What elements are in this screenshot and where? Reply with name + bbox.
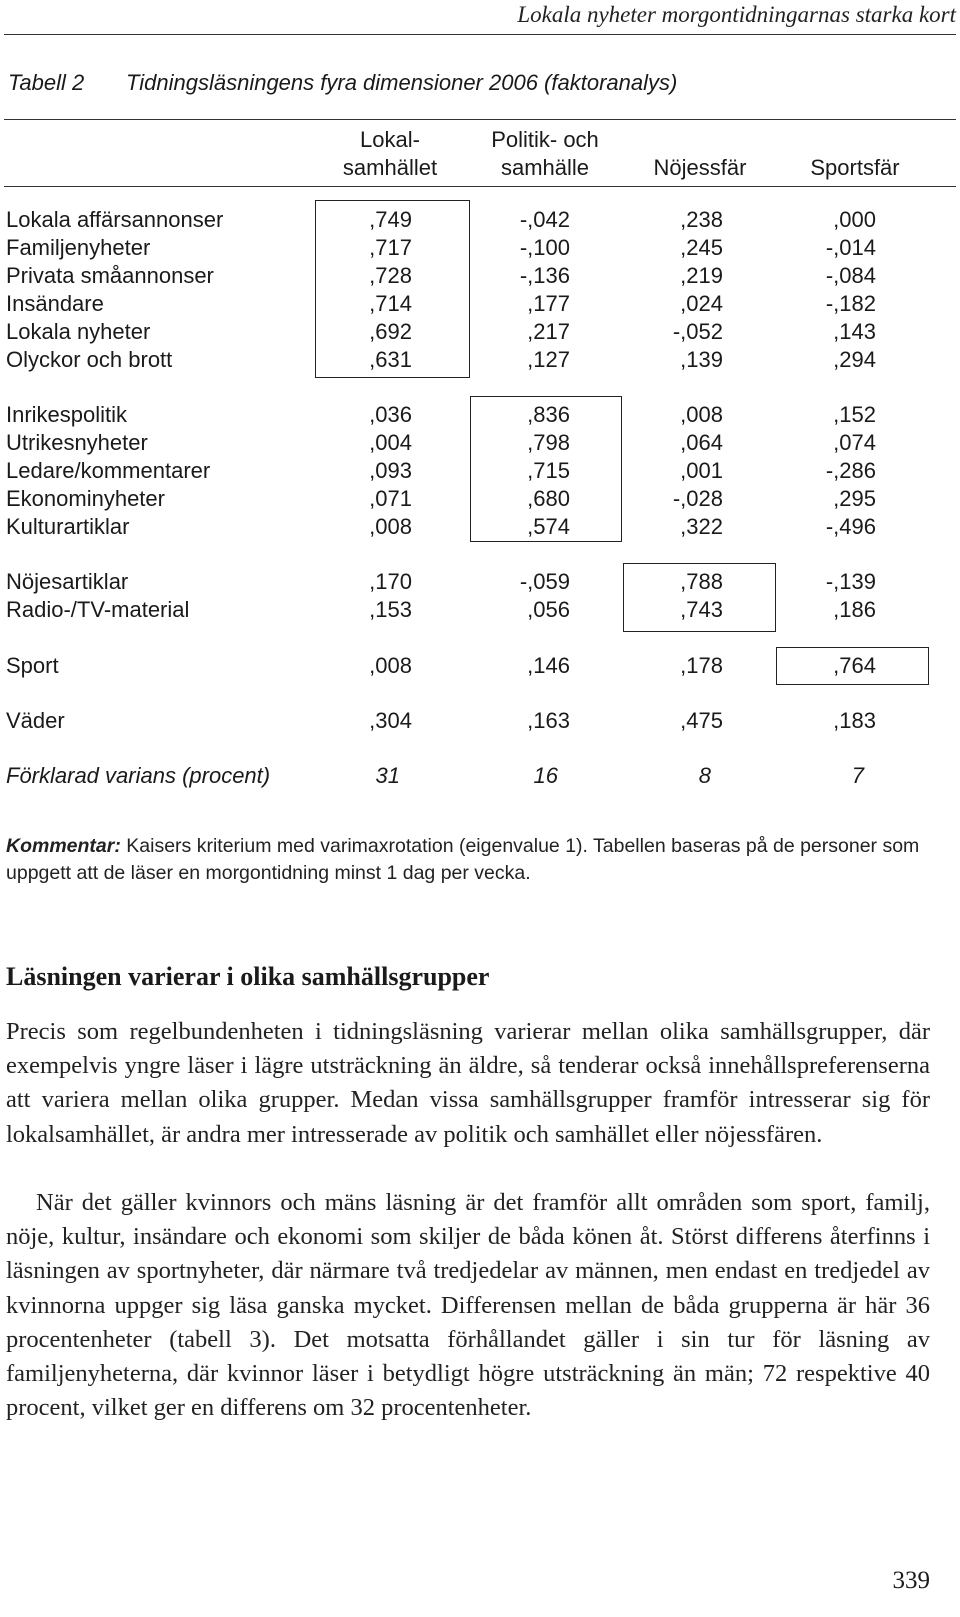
row-label: Förklarad varians (procent) xyxy=(6,763,271,788)
table-cell: ,152 xyxy=(833,402,876,427)
table-cell: ,245 xyxy=(680,235,723,260)
row-label: Utrikesnyheter xyxy=(6,430,148,455)
table-row xyxy=(0,485,960,513)
table-cell: -,136 xyxy=(519,263,570,288)
variance-value: 7 xyxy=(851,763,864,788)
column-header-nojessfar xyxy=(630,154,770,182)
table-cell: ,715 xyxy=(527,458,570,483)
table-cell: ,183 xyxy=(833,708,876,733)
body-paragraph: När det gäller kvinnors och mäns läsning är det framför allt områden som sport, familj, nöje, kultur, insändare och ekonomi som skiljer de båda könen åt. Störst differens återfinns i läsningen av sportnyheter, där närmare två tredjedelar av männen, men endast en tredjedel av kvinnorna uppger sig läsa ganska mycket. Differensen mellan de båda grupperna är här 36 procentenheter (tabell 3). Det motsatta förhållandet gäller i sin tur för läsning av familjenyheterna, där kvinnor läser i betydligt högre utsträckning än män; 72 respektive 40 procent, vilket ger en differens om 32 procentenheter. xyxy=(6,1189,930,1422)
table-cell: ,304 xyxy=(369,708,412,733)
table-cell: ,139 xyxy=(680,347,723,372)
table-cell: ,295 xyxy=(833,486,876,511)
row-label: Privata småannonser xyxy=(6,263,214,288)
variance-value: 31 xyxy=(375,763,400,788)
table-row xyxy=(0,429,960,457)
header-rule-bottom xyxy=(4,186,956,187)
table-row xyxy=(0,346,960,374)
table-cell: -,028 xyxy=(672,486,723,511)
table-cell: ,219 xyxy=(680,263,723,288)
table-cell: ,071 xyxy=(369,486,412,511)
body-paragraph: Precis som regelbundenheten i tidningsläsning varierar mellan olika samhällsgrupper, där exempelvis yngre läser i lägre utsträckning än äldre, så tenderar också innehållspreferenserna att variera mellan olika grupper. Medan vissa samhällsgrupper framför intresserar sig för lokalsamhället, är andra mer intresserade av politik och samhället eller nöjessfären. xyxy=(6,1018,930,1148)
variance-value: 8 xyxy=(698,763,711,788)
row-label: Nöjesartiklar xyxy=(6,569,129,594)
table-cell: ,008 xyxy=(369,514,412,539)
row-label: Väder xyxy=(6,708,65,733)
row-label: Lokala affärsannonser xyxy=(6,207,224,232)
table-row xyxy=(0,568,960,596)
table-cell: ,000 xyxy=(833,207,876,232)
comment-text: Kaisers kriterium med varimaxrotation (eigenvalue 1). Tabellen baseras på de personer som uppgett att de läser en morgontidning minst 1 dag per vecka. xyxy=(6,835,920,884)
table-cell: ,036 xyxy=(369,402,412,427)
row-label: Inrikespolitik xyxy=(6,402,128,427)
table-cell: -,084 xyxy=(825,263,876,288)
table-cell: ,008 xyxy=(680,402,723,427)
table-cell: ,064 xyxy=(680,430,723,455)
table-cell: ,004 xyxy=(369,430,412,455)
row-label: Ledare/kommentarer xyxy=(6,458,211,483)
comment-label: Kommentar: xyxy=(6,835,121,857)
table-row xyxy=(0,652,960,680)
table-row xyxy=(0,513,960,541)
table-row xyxy=(0,596,960,624)
table-cell: ,001 xyxy=(680,458,723,483)
table-cell: -,139 xyxy=(825,569,876,594)
table-cell: ,143 xyxy=(833,319,876,344)
table-cell: ,186 xyxy=(833,597,876,622)
table-cell: ,163 xyxy=(527,708,570,733)
table-caption: Tidningsläsningens fyra dimensioner 2006 (faktoranalys) xyxy=(126,70,678,95)
table-cell: ,217 xyxy=(527,319,570,344)
table-cell: ,056 xyxy=(527,597,570,622)
table-comment xyxy=(6,833,934,887)
page-number: 339 xyxy=(892,1567,930,1594)
variance-value: 16 xyxy=(533,763,558,788)
row-label: Sport xyxy=(6,653,59,678)
row-label: Insändare xyxy=(6,291,104,316)
table-cell: -,042 xyxy=(519,207,570,232)
table-cell: ,146 xyxy=(527,653,570,678)
table-cell: ,574 xyxy=(527,514,570,539)
table-cell: -,059 xyxy=(519,569,570,594)
table-cell: ,127 xyxy=(527,347,570,372)
table-cell: ,764 xyxy=(833,653,876,678)
table-cell: ,749 xyxy=(369,207,412,232)
table-label: Tabell 2 xyxy=(8,70,85,95)
table-cell: ,153 xyxy=(369,597,412,622)
row-label: Lokala nyheter xyxy=(6,319,151,344)
table-cell: ,074 xyxy=(833,430,876,455)
section-heading: Läsningen varierar i olika samhällsgrupper xyxy=(6,962,490,991)
table-cell: ,024 xyxy=(680,291,723,316)
row-label: Olyckor och brott xyxy=(6,347,173,372)
running-header: Lokala nyheter morgontidningarnas starka kort xyxy=(517,2,956,27)
column-header-line: samhälle xyxy=(500,155,590,180)
table-cell: -,014 xyxy=(825,235,876,260)
table-row xyxy=(0,457,960,485)
table-cell: ,631 xyxy=(369,347,412,372)
table-row xyxy=(0,401,960,429)
table-cell: ,177 xyxy=(527,291,570,316)
column-header-lokalsamhallet xyxy=(325,126,455,182)
table-cell: ,788 xyxy=(680,569,723,594)
table-row xyxy=(0,707,960,735)
column-header-line: Sportsfär xyxy=(810,155,900,180)
table-cell: -,052 xyxy=(672,319,723,344)
table-cell: ,170 xyxy=(369,569,412,594)
title-rule xyxy=(4,119,956,120)
table-cell: ,093 xyxy=(369,458,412,483)
column-header-line: samhället xyxy=(342,155,438,180)
table-row xyxy=(0,290,960,318)
column-header-line: Nöjessfär xyxy=(653,155,747,180)
table-cell: ,717 xyxy=(369,235,412,260)
table-cell: -,100 xyxy=(519,235,570,260)
table-cell: ,178 xyxy=(680,653,723,678)
table-cell: ,680 xyxy=(527,486,570,511)
column-header-line: Politik- och xyxy=(491,127,599,152)
table-row xyxy=(0,318,960,346)
table-cell: ,322 xyxy=(680,514,723,539)
table-cell: -,182 xyxy=(825,291,876,316)
table-cell: ,836 xyxy=(527,402,570,427)
table-cell: -,496 xyxy=(825,514,876,539)
column-header-line: Lokal- xyxy=(360,127,420,152)
header-rule xyxy=(4,34,956,35)
table-cell: ,743 xyxy=(680,597,723,622)
table-cell: ,714 xyxy=(369,291,412,316)
row-label: Radio-/TV-material xyxy=(6,597,190,622)
table-cell: ,238 xyxy=(680,207,723,232)
row-label: Kulturartiklar xyxy=(6,514,130,539)
table-cell: ,294 xyxy=(833,347,876,372)
table-cell: ,692 xyxy=(369,319,412,344)
row-label: Familjenyheter xyxy=(6,235,151,260)
table-cell: ,728 xyxy=(369,263,412,288)
table-cell: -,286 xyxy=(825,458,876,483)
column-header-politik xyxy=(470,126,620,182)
table-cell: ,798 xyxy=(527,430,570,455)
explained-variance-row xyxy=(0,762,960,790)
table-row xyxy=(0,206,960,234)
row-label: Ekonominyheter xyxy=(6,486,165,511)
table-row xyxy=(0,234,960,262)
table-cell: ,008 xyxy=(369,653,412,678)
column-header-sportsfar xyxy=(790,154,920,182)
table-cell: ,475 xyxy=(680,708,723,733)
table-row xyxy=(0,262,960,290)
